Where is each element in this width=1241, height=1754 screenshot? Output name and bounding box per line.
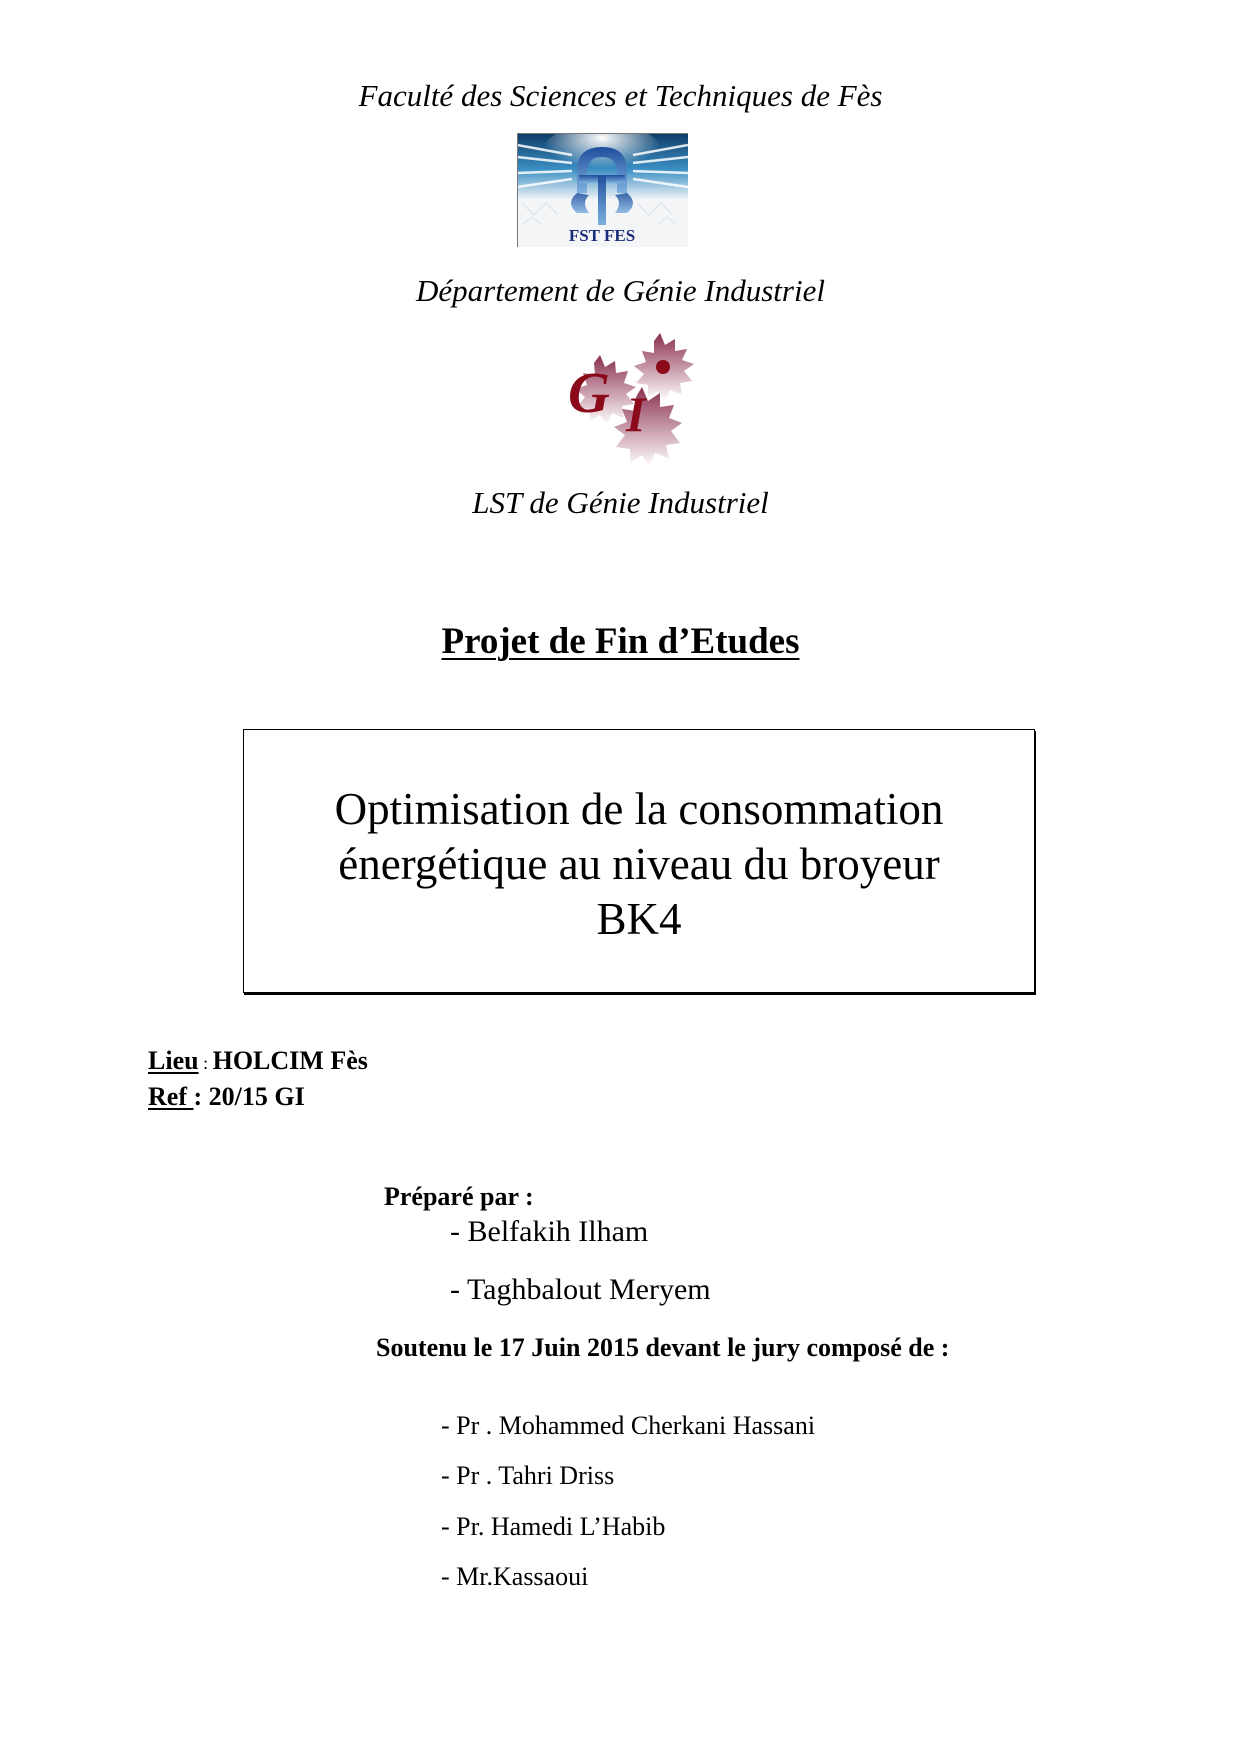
svg-text:FST FES: FST FES	[568, 226, 636, 245]
faculty-name: Faculté des Sciences et Techniques de Fès	[358, 78, 883, 113]
project-title-line: BK4	[596, 893, 682, 944]
ref-row	[148, 1080, 368, 1114]
place-value: HOLCIM Fès	[212, 1046, 368, 1075]
prepared-by-label: Préparé par :	[384, 1182, 534, 1211]
place-row	[148, 1044, 368, 1080]
student-name: - Taghbalout Meryem	[450, 1273, 711, 1306]
project-title-box	[243, 729, 1035, 993]
program-name: LST de Génie Industriel	[472, 485, 769, 520]
defense-statement: Soutenu le 17 Juin 2015 devant le jury composé de :	[376, 1333, 950, 1362]
gi-gears-logo-icon	[560, 333, 705, 469]
project-title	[335, 776, 944, 947]
project-title-line: Optimisation de la consommation	[334, 783, 944, 834]
project-title-line: énergétique au niveau du broyeur	[338, 838, 940, 889]
document-type-heading: Projet de Fin d’Etudes	[441, 621, 800, 662]
project-meta	[148, 1044, 368, 1114]
jury-member: - Pr. Hamedi L’Habib	[441, 1512, 666, 1541]
jury-member: - Pr . Mohammed Cherkani Hassani	[441, 1411, 816, 1440]
ref-value: 20/15 GI	[208, 1082, 305, 1111]
fst-fes-logo-icon	[517, 133, 688, 247]
jury-member: - Mr.Kassaoui	[441, 1562, 589, 1591]
svg-text:G: G	[568, 360, 610, 425]
student-name: - Belfakih Ilham	[450, 1215, 649, 1248]
jury-member: - Pr . Tahri Driss	[441, 1461, 615, 1490]
svg-text:I: I	[626, 386, 646, 442]
ref-separator: :	[193, 1082, 209, 1111]
department-name: Département de Génie Industriel	[416, 273, 825, 308]
place-label: Lieu	[148, 1046, 199, 1075]
place-separator: :	[198, 1053, 213, 1073]
ref-label: Ref	[148, 1082, 194, 1111]
